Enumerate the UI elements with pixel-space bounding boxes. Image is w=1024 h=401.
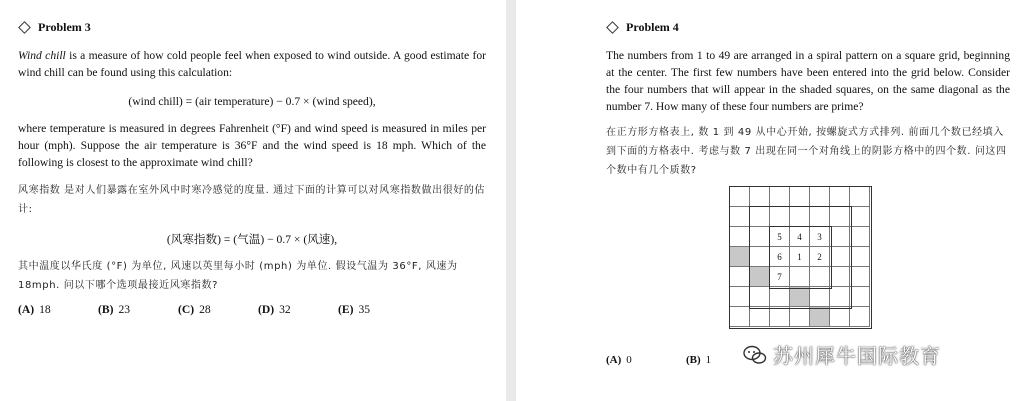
shaded-grid-cell [730, 247, 750, 267]
problem-3-page [0, 0, 506, 401]
problem-3-intro-zh: 风寒指数 是对人们暴露在室外风中时寒冷感觉的度量. 通过下面的计算可以对风寒指数做出很好的估计: [18, 185, 486, 215]
problem-4-title: Problem 4 [626, 20, 679, 34]
grid-cell [730, 227, 750, 247]
grid-cell [810, 287, 830, 307]
grid-row [730, 307, 870, 327]
problem-3-choices [18, 303, 486, 316]
choice-b[interactable]: (B) 1 [686, 354, 712, 366]
grid-cell: 7 [770, 267, 790, 287]
problem-4-body-zh: 在正方形方格表上, 数 1 到 49 从中心开始, 按螺旋式方式排列. 前面几个数已经填入到下面的方格表中. 考虑与数 7 出现在同一个对角线上的阴影方格中的四个数. 问这四个数中有几个质数? [606, 127, 1007, 176]
grid-cell: 4 [790, 227, 810, 247]
grid-cell: 5 [770, 227, 790, 247]
spiral-grid [729, 186, 870, 327]
grid-cell [730, 207, 750, 227]
choice-e[interactable]: (E) 35 [338, 303, 371, 316]
grid-cell [830, 307, 850, 327]
grid-cell [850, 307, 870, 327]
choice-d[interactable]: (D) 32 [258, 303, 291, 316]
shaded-grid-cell [750, 267, 770, 287]
grid-cell [770, 307, 790, 327]
wind-chill-formula-zh: (风寒指数) = (气温) − 0.7 × (风速), [166, 233, 338, 246]
choice-c[interactable]: (C) 28 [178, 303, 211, 316]
problem-3-intro [18, 47, 486, 81]
grid-cell [770, 287, 790, 307]
problem-3-heading [18, 20, 486, 35]
grid-cell [790, 307, 810, 327]
choice-a[interactable]: (A) 0 [606, 354, 632, 366]
problem-4-choices [606, 354, 766, 366]
problem-4-body: The numbers from 1 to 49 are arranged in a spiral pattern on a square grid, beginning at the center. The first few numbers have been entered into the grid below. Consider the four numbers that will appear in the shaded squares, on the same diagonal as the number 7. How many of these four numbers are prime? [606, 49, 1010, 113]
grid-cell [730, 287, 750, 307]
diamond-bullet-icon [606, 21, 619, 34]
grid-cell [730, 267, 750, 287]
grid-cell [830, 287, 850, 307]
grid-cell [750, 287, 770, 307]
grid-cell [790, 267, 810, 287]
grid-cell [750, 247, 770, 267]
grid-row [730, 267, 870, 287]
grid-cell [790, 187, 810, 207]
problem-4-heading [606, 20, 1010, 35]
watermark-text: 苏州犀牛国际教育 [773, 344, 941, 368]
grid-cell [830, 187, 850, 207]
choice-b[interactable]: (B) 23 [98, 303, 131, 316]
problem-3-title: Problem 3 [38, 20, 91, 34]
grid-cell [810, 187, 830, 207]
grid-row [730, 247, 870, 267]
wind-chill-formula: (wind chill) = (air temperature) − 0.7 × (wind speed), [128, 95, 376, 108]
shaded-grid-cell [790, 287, 810, 307]
grid-cell [750, 207, 770, 227]
watermark [743, 340, 941, 369]
grid-cell [830, 247, 850, 267]
problem-3-body: where temperature is measured in degrees Fahrenheit (°F) and wind speed is measured in miles per hour (mph). Suppose the air temperature is 36°F and the wind speed is 18 mph. Which of the following is closest to the approximate wind chill? [18, 122, 486, 169]
problem-3-intro-text: is a measure of how cold people feel when exposed to wind outside. A good estimate for wind chill can be found using this calculation: [18, 49, 486, 79]
grid-row [730, 287, 870, 307]
grid-cell [850, 187, 870, 207]
choice-a[interactable]: (A) 18 [18, 303, 51, 316]
problem-3-body-zh: 其中温度以华氏度 (°F) 为单位, 风速以英里每小时 (mph) 为单位. 假设气温为 36°F, 风速为 18mph. 问以下哪个选项最接近风寒指数? [18, 261, 458, 291]
grid-cell [830, 227, 850, 247]
grid-cell [850, 287, 870, 307]
grid-cell: 2 [810, 247, 830, 267]
grid-cell [730, 187, 750, 207]
grid-cell [850, 267, 870, 287]
grid-row [730, 207, 870, 227]
grid-row [730, 227, 870, 247]
grid-cell: 6 [770, 247, 790, 267]
grid-cell [750, 187, 770, 207]
grid-row [730, 187, 870, 207]
grid-cell: 1 [790, 247, 810, 267]
wechat-icon [743, 345, 767, 365]
grid-cell [770, 207, 790, 227]
grid-cell [810, 267, 830, 287]
grid-cell [750, 307, 770, 327]
grid-cell [850, 247, 870, 267]
grid-cell [830, 207, 850, 227]
grid-cell [850, 227, 870, 247]
grid-cell [730, 307, 750, 327]
grid-cell [750, 227, 770, 247]
grid-cell: 3 [810, 227, 830, 247]
grid-cell [850, 207, 870, 227]
grid-cell [810, 207, 830, 227]
wind-chill-term: Wind chill [18, 49, 66, 62]
grid-cell [830, 267, 850, 287]
grid-cell [770, 187, 790, 207]
grid-cell [790, 207, 810, 227]
shaded-grid-cell [810, 307, 830, 327]
diamond-bullet-icon [18, 21, 31, 34]
